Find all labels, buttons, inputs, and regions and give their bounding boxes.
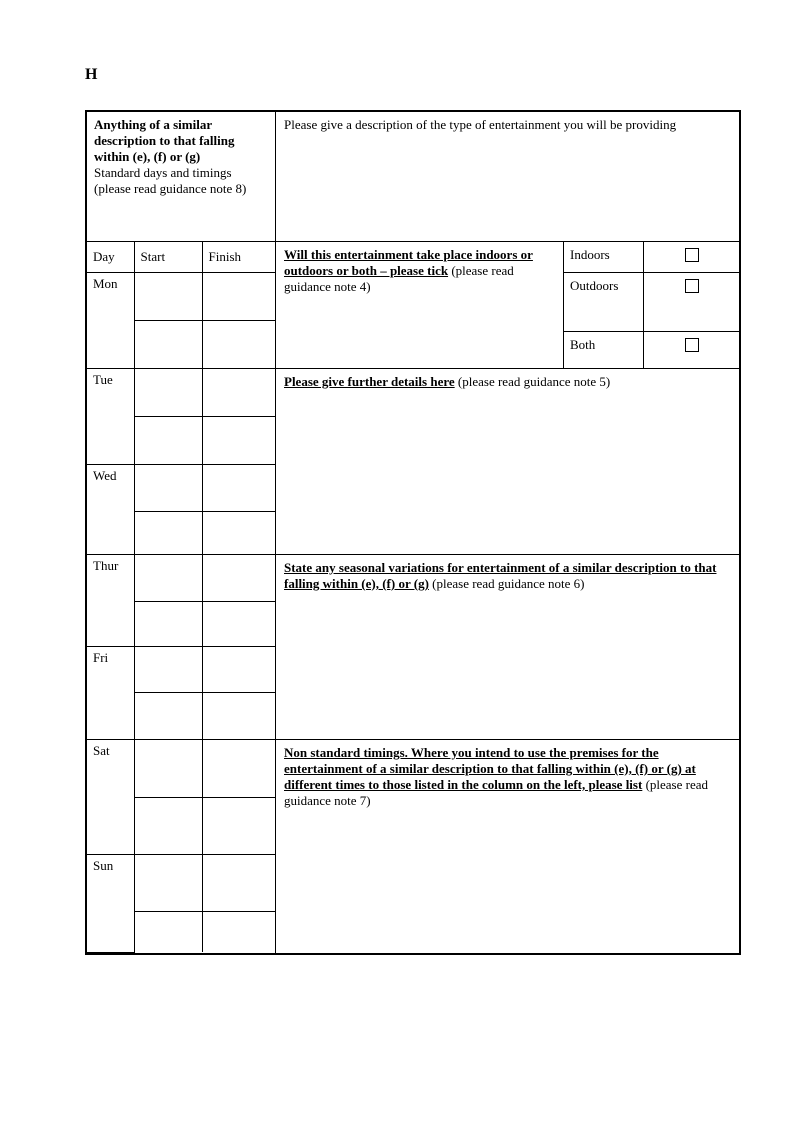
seasonal-variations-heading-note: (please read guidance note 6) [432, 576, 585, 591]
similar-description-section [85, 110, 741, 955]
time-input-cell[interactable] [202, 646, 275, 692]
header-bold-text: Anything of a similar description to that falling within (e), (f) or (g) [94, 117, 235, 164]
time-input-cell[interactable] [202, 416, 275, 464]
timings-table [87, 242, 275, 953]
day-label-mon: Mon [87, 272, 134, 368]
indoors-outdoors-box [276, 242, 739, 369]
time-input-cell[interactable] [202, 797, 275, 854]
indoors-row [564, 242, 739, 273]
description-prompt: Please give a description of the type of entertainment you will be providing [284, 117, 677, 132]
further-details-heading-bold: Please give further details here [284, 374, 455, 389]
time-input-cell[interactable] [134, 511, 202, 554]
time-input-cell[interactable] [134, 692, 202, 739]
standard-days-column [87, 112, 276, 953]
start-column-header: Start [134, 242, 202, 272]
day-label-fri: Fri [87, 646, 134, 739]
day-label-sat: Sat [87, 739, 134, 854]
section-letter: H [85, 66, 98, 83]
outdoors-label: Outdoors [564, 273, 644, 331]
seasonal-variations-box[interactable] [276, 555, 739, 740]
time-input-cell[interactable] [134, 272, 202, 320]
time-input-cell[interactable] [202, 368, 275, 416]
time-input-cell[interactable] [134, 368, 202, 416]
time-input-cell[interactable] [134, 416, 202, 464]
time-input-cell[interactable] [202, 272, 275, 320]
time-input-cell[interactable] [202, 320, 275, 368]
day-label-sun: Sun [87, 854, 134, 952]
day-label-thur: Thur [87, 554, 134, 646]
time-input-cell[interactable] [134, 554, 202, 601]
non-standard-timings-heading-note: (please read guidance note 7) [284, 777, 708, 808]
indoors-outdoors-heading-note: (please read guidance note 4) [284, 263, 514, 294]
time-input-cell[interactable] [202, 692, 275, 739]
time-input-cell[interactable] [134, 320, 202, 368]
time-input-cell[interactable] [202, 854, 275, 911]
indoors-outdoors-heading [276, 242, 566, 300]
indoors-outdoors-heading-bold: Will this entertainment take place indoors or outdoors or both – please tick [284, 247, 533, 278]
further-details-heading-note: (please read guidance note 5) [457, 374, 611, 389]
time-input-cell[interactable] [134, 854, 202, 911]
time-input-cell[interactable] [134, 797, 202, 854]
time-input-cell[interactable] [202, 911, 275, 952]
indoors-label: Indoors [564, 242, 644, 272]
non-standard-timings-box[interactable] [276, 740, 739, 953]
time-input-cell[interactable] [202, 601, 275, 646]
further-details-box[interactable] [276, 369, 739, 555]
day-label-wed: Wed [87, 464, 134, 554]
seasonal-variations-heading-bold: State any seasonal variations for entertainment of a similar description to that falling within (e), (f) or (g) [284, 560, 717, 591]
time-input-cell[interactable] [134, 601, 202, 646]
header-note-text: Standard days and timings (please read guidance note 8) [94, 165, 247, 196]
details-column [276, 112, 739, 953]
time-input-cell[interactable] [202, 511, 275, 554]
both-label: Both [564, 332, 644, 368]
both-checkbox[interactable] [685, 338, 699, 352]
day-column-header: Day [87, 242, 134, 272]
time-input-cell[interactable] [134, 646, 202, 692]
time-input-cell[interactable] [134, 464, 202, 511]
time-input-cell[interactable] [202, 464, 275, 511]
day-label-tue: Tue [87, 368, 134, 464]
finish-column-header: Finish [202, 242, 275, 272]
both-row [564, 332, 739, 368]
non-standard-timings-heading-bold: Non standard timings. Where you intend to use the premises for the entertainment of a similar description to that falling within (e), (f) or (g) at different times to those listed in the column on the left, please list [284, 745, 696, 792]
time-input-cell[interactable] [202, 739, 275, 797]
outdoors-checkbox[interactable] [685, 279, 699, 293]
outdoors-row [564, 273, 739, 332]
time-input-cell[interactable] [134, 739, 202, 797]
time-input-cell[interactable] [202, 554, 275, 601]
indoors-outdoors-table [563, 242, 739, 368]
entertainment-description-box[interactable] [276, 112, 739, 242]
time-input-cell[interactable] [134, 911, 202, 952]
indoors-checkbox[interactable] [685, 248, 699, 262]
standard-days-header [87, 112, 275, 242]
